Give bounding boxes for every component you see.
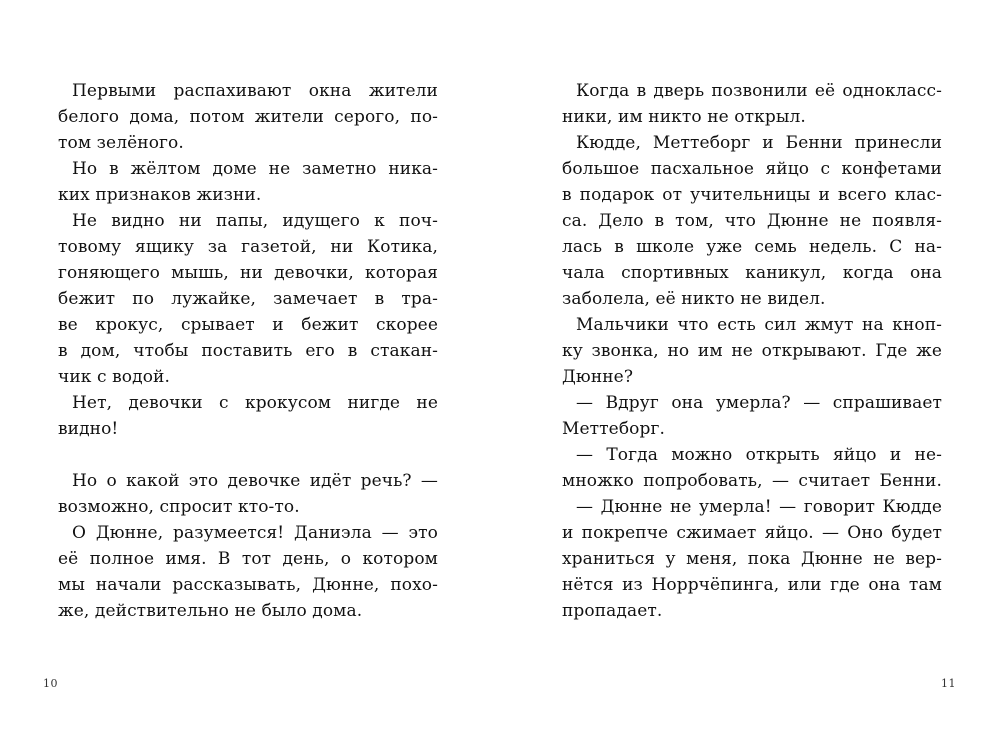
text-line: Кюдде, Меттеборг и Бенни принесли xyxy=(576,133,942,153)
text-line: нётся из Норрчёпинга, или где она там xyxy=(562,575,942,595)
text-line: том зелёного. xyxy=(58,133,184,153)
text-line: мы начали рассказывать, Дюнне, похо- xyxy=(58,575,438,595)
text-line: же, действительно не было дома. xyxy=(58,601,363,621)
paragraph-gap xyxy=(58,442,438,468)
text-line: гоняющего мышь, ни девочки, которая xyxy=(58,263,438,283)
text-line: ве крокус, срывает и бежит скорее xyxy=(58,315,438,335)
text-line: множко попробовать, — считает Бенни. xyxy=(562,471,942,491)
text-line: белого дома, потом жители серого, по- xyxy=(58,107,438,127)
text-line: товому ящику за газетой, ни Котика, xyxy=(58,237,438,257)
right-page xyxy=(500,0,1000,740)
text-line: О Дюнне, разумеется! Даниэла — это xyxy=(72,523,438,543)
text-line: Но в жёлтом доме не заметно ника- xyxy=(72,159,438,179)
text-line: Меттеборг. xyxy=(562,419,665,439)
text-line: Когда в дверь позвонили её однокласс- xyxy=(576,81,942,101)
left-page-text xyxy=(58,78,438,624)
text-line: — Тогда можно открыть яйцо и не- xyxy=(576,445,942,465)
text-line: в дом, чтобы поставить его в стакан- xyxy=(58,341,438,361)
text-line: Первыми распахивают окна жители xyxy=(72,81,438,101)
text-line: бежит по лужайке, замечает в тра- xyxy=(58,289,438,309)
text-line: чик с водой. xyxy=(58,367,170,387)
text-line: возможно, спросит кто-то. xyxy=(58,497,300,517)
page-number: 10 xyxy=(43,677,58,690)
text-line: ких признаков жизни. xyxy=(58,185,262,205)
text-line: — Дюнне не умерла! — говорит Кюдде xyxy=(576,497,942,517)
text-line: Мальчики что есть сил жмут на кноп- xyxy=(576,315,942,335)
text-line: Нет, девочки с крокусом нигде не xyxy=(72,393,438,413)
text-line: большое пасхальное яйцо с конфетами xyxy=(562,159,942,179)
text-line: чала спортивных каникул, когда она xyxy=(562,263,942,283)
text-line: храниться у меня, пока Дюнне не вер- xyxy=(562,549,942,569)
text-line: са. Дело в том, что Дюнне не появля- xyxy=(562,211,942,231)
text-line: Но о какой это девочке идёт речь? — xyxy=(72,471,438,491)
text-line: ники, им никто не открыл. xyxy=(562,107,806,127)
text-line: Не видно ни папы, идущего к поч- xyxy=(72,211,438,231)
page-number: 11 xyxy=(941,677,956,690)
text-line: лась в школе уже семь недель. С на- xyxy=(562,237,942,257)
text-line: видно! xyxy=(58,419,119,439)
text-line: пропадает. xyxy=(562,601,663,621)
text-line: в подарок от учительницы и всего клас- xyxy=(562,185,942,205)
text-line: — Вдруг она умерла? — спрашивает xyxy=(576,393,942,413)
text-line: и покрепче сжимает яйцо. — Оно будет xyxy=(562,523,942,543)
right-page-text xyxy=(562,78,942,624)
text-line: её полное имя. В тот день, о котором xyxy=(58,549,438,569)
text-line: заболела, её никто не видел. xyxy=(562,289,826,309)
text-line: ку звонка, но им не открывают. Где же xyxy=(562,341,942,361)
text-line: Дюнне? xyxy=(562,367,634,387)
